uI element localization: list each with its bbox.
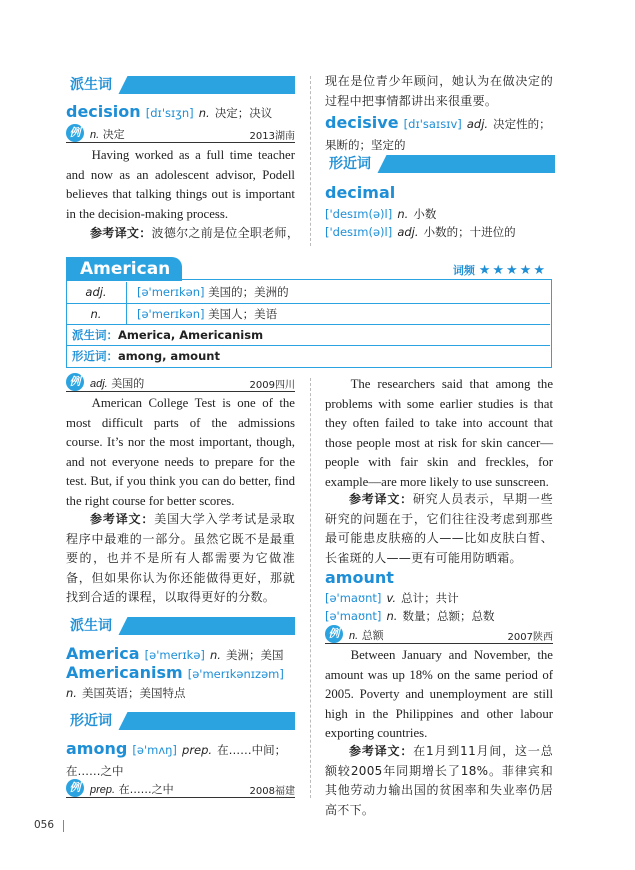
example-row-amount: 例 n. 总额 2007陕西 bbox=[325, 625, 553, 644]
headword-decimal: decimal bbox=[325, 183, 396, 202]
example-source: 2013湖南 bbox=[249, 131, 295, 142]
page-number-bar bbox=[63, 820, 64, 832]
translation-continued: 现在是位青少年顾问，她认为在做决定的过程中把事情都讲出来很重要。 bbox=[325, 74, 553, 108]
example-row-among: 例 prep. 在……之中 2008福建 bbox=[66, 779, 295, 798]
column-divider-bottom bbox=[310, 378, 311, 798]
pos-decisive: adj. bbox=[466, 117, 489, 131]
example-paragraph-en: Between January and November, the amount was up 18% on the same period of 2005. Poverty and unemployment are still high in the Philippines and other labour exporting countries. bbox=[325, 648, 553, 740]
headword-decisive: decisive bbox=[325, 113, 399, 132]
example-source: 2007陕西 bbox=[507, 632, 553, 643]
page-number: 056 bbox=[34, 819, 55, 831]
word-frequency: 词频 ★★★★★ bbox=[452, 263, 547, 278]
example-source: 2009四川 bbox=[249, 380, 295, 391]
translation-paragraph: 参考译文：美国大学入学考试是录取程序中最难的一部分。虽然它既不是最重要的，也并不是所有人都需要为它做准备，但如果你认为你还能做得更好，那就找到合适的课程，以取得更好的分数。 bbox=[66, 512, 295, 604]
example-badge-icon: 例 bbox=[66, 124, 84, 142]
headword-decision: decision bbox=[66, 102, 141, 121]
column-divider-top bbox=[310, 76, 311, 246]
entry-row-adj: adj. [ə'merɪkən] 美国的；美洲的 bbox=[66, 282, 550, 303]
entry-row-similar: 形近词：among, amount bbox=[66, 345, 550, 367]
example-badge-icon: 例 bbox=[66, 779, 84, 797]
decisive-entry bbox=[325, 113, 555, 155]
entry-row-derived: 派生词：America, Americanism bbox=[66, 324, 550, 346]
pron-decision: [dɪ'sɪʒn] bbox=[145, 106, 194, 120]
example-pos: n. 决定 bbox=[90, 128, 125, 141]
derived-words-label: 派生词 bbox=[66, 75, 118, 95]
amount-line-1: [ə'maʊnt] v. 总计；共计 bbox=[325, 591, 459, 605]
entry-row-n: n. [ə'merɪkən] 美国人；美语 bbox=[66, 303, 550, 325]
star-icon: ★★★★★ bbox=[478, 263, 547, 278]
similar-words-header: 形近词 bbox=[66, 712, 295, 730]
america-entry: America [ə'merɪkə] n. 美洲；美国 bbox=[66, 644, 284, 663]
example-badge-icon: 例 bbox=[66, 373, 84, 391]
amount-line-2: [ə'maʊnt] n. 数量；总额；总数 bbox=[325, 609, 495, 623]
headword-amount: amount bbox=[325, 568, 394, 587]
americanism-entry: Americanism [ə'merɪkənɪzəm] n. 美国英语；美国特点 bbox=[66, 663, 284, 700]
decimal-line-2: ['desɪm(ə)l] adj. 小数的；十进位的 bbox=[325, 225, 516, 239]
entry-headword: American bbox=[66, 257, 182, 281]
translation-paragraph: 参考译文：在1月到11月间，这一总额较2005年同期增长了18%。菲律宾和其他劳动力输出国的贫困率和失业率仍居高不下。 bbox=[325, 744, 553, 817]
meaning-decision: 决定；决议 bbox=[214, 106, 273, 120]
example-badge-icon: 例 bbox=[325, 625, 343, 643]
similar-words-label: 形近词 bbox=[325, 154, 377, 174]
derived-words-header: 派生词 bbox=[66, 617, 295, 635]
example-paragraph-en: The researchers said that among the problems with some earlier studies is that they often failed to take into account that those people most at risk for skin cancer—people with fair skin and freckles, for example—are more likely to use sunscreen. bbox=[325, 377, 553, 489]
pos-decision: n. bbox=[198, 106, 210, 120]
decision-entry bbox=[66, 102, 298, 121]
decimal-line-1: ['desɪm(ə)l] n. 小数 bbox=[325, 207, 437, 221]
example-paragraph-en: Having worked as a full time teacher and now as an adolescent advisor, Podell believes that talking things out is important in the decision-making process. bbox=[66, 148, 295, 221]
example-row-american: 例 adj. 美国的 2009四川 bbox=[66, 373, 295, 392]
translation-paragraph: 参考译文：研究人员表示，早期一些研究的问题在于，它们往往没考虑到那些最可能患皮肤癌的人——比如皮肤白皙、长雀斑的人——更有可能用防晒霜。 bbox=[325, 492, 553, 565]
derived-words-header bbox=[66, 76, 295, 94]
similar-words-header bbox=[325, 155, 555, 173]
example-paragraph-en: American College Test is one of the most difficult parts of the admissions course. It’s nor the most important, though, and not everyone needs to prepare for the test. But, if you think you can do better, find the right course for better scores. bbox=[66, 396, 295, 508]
translation-paragraph: 参考译文：波德尔之前是位全职老师， bbox=[90, 226, 300, 240]
example-source: 2008福建 bbox=[249, 786, 295, 797]
pron-decisive: [dɪ'saɪsɪv] bbox=[403, 117, 462, 131]
example-row-decision bbox=[66, 124, 295, 143]
among-entry: among [ə'mʌŋ] prep. 在……中间；在……之中 bbox=[66, 739, 287, 778]
meaning-decisive: 决定性的；果断的；坚定的 bbox=[325, 117, 551, 152]
